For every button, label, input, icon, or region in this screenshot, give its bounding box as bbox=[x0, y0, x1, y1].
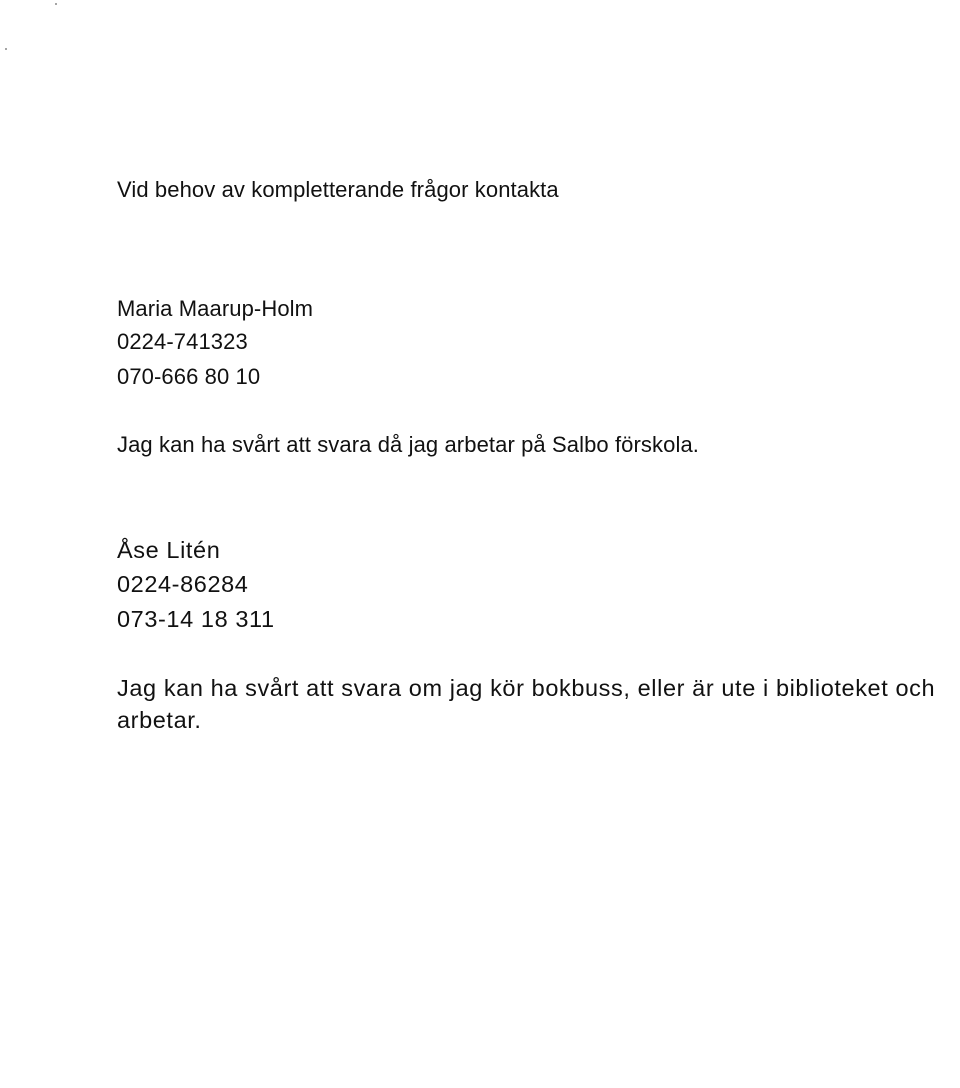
contact-mobile: 073-14 18 311 bbox=[117, 606, 275, 632]
contact-name: Maria Maarup-Holm bbox=[117, 296, 314, 321]
contact-note-continuation: arbetar. bbox=[117, 707, 202, 733]
contact-phone: 0224-86284 bbox=[117, 571, 249, 597]
contact-mobile: 070-666 80 10 bbox=[117, 364, 261, 389]
intro-text: Vid behov av kompletterande frågor kontakta bbox=[117, 177, 559, 202]
scan-speck bbox=[5, 48, 7, 50]
contact-phone: 0224-741323 bbox=[117, 329, 248, 354]
contact-note: Jag kan ha svårt att svara då jag arbetar på Salbo förskola. bbox=[117, 432, 699, 457]
contact-note: Jag kan ha svårt att svara om jag kör bokbuss, eller är ute i biblioteket och bbox=[117, 675, 936, 701]
scan-speck bbox=[55, 3, 57, 5]
contact-name: Åse Litén bbox=[117, 537, 221, 563]
